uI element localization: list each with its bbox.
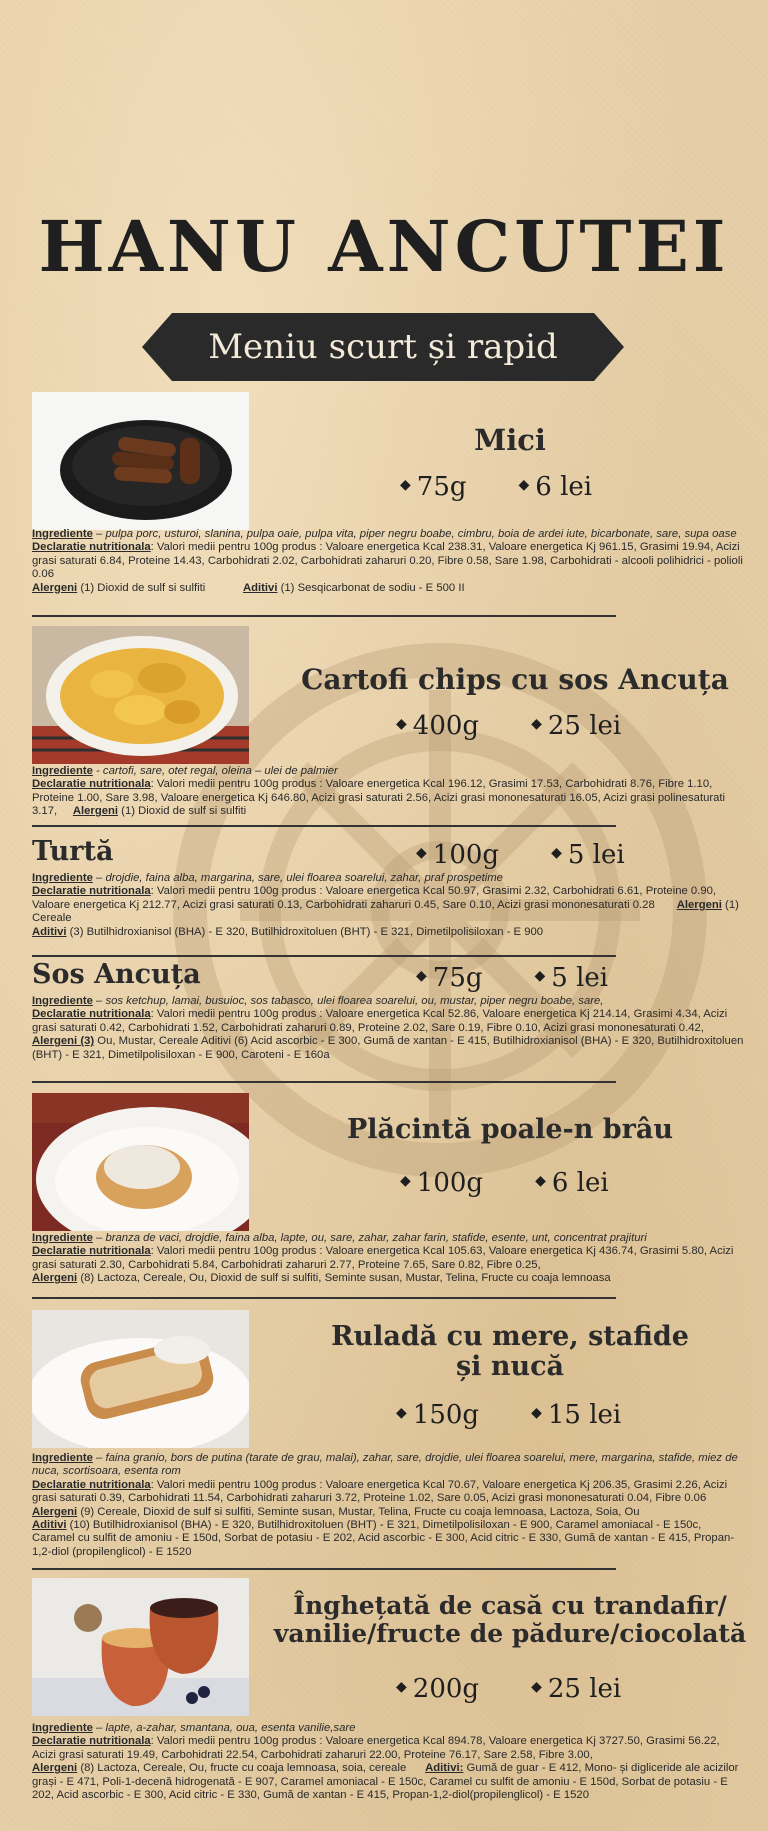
item-name-line-2: și nucă (455, 1350, 565, 1382)
additives-label: Aditivi (32, 1519, 67, 1532)
item-details-mici (32, 528, 744, 595)
diamond-icon: ◆ (416, 968, 427, 984)
divider (32, 1081, 616, 1083)
ingredients-text: - cartofi, sare, otet regal, oleina – ulei de palmier (92, 765, 338, 777)
divider (32, 615, 616, 617)
ingredients-text: – branza de vaci, drojdie, faina alba, lapte, ou, sare, zahar, zahar farin, stafide, esente, unt, concentrat prajituri (92, 1232, 647, 1244)
item-weight: 75g (432, 963, 483, 993)
ingredients-label: Ingrediente (32, 872, 93, 884)
item-price: 5 lei (567, 840, 625, 870)
allergens-text: (1) Cereale (32, 898, 739, 925)
diamond-icon: ◆ (531, 1679, 542, 1695)
diamond-icon: ◆ (531, 716, 542, 732)
item-meta-mici (400, 472, 592, 502)
allergens-text: (8) Lactoza, Cereale, Ou, Dioxid de sulf si sulfiti, Seminte susan, Mustar, Telina, Fructe cu coaja lemnoasa (77, 1272, 611, 1285)
item-meta-chips (396, 711, 621, 741)
nutrition-label: Declaratie nutritionala (32, 1735, 151, 1748)
allergens-text: Ou, Mustar, Cereale Aditivi (6) Acid ascorbic - E 300, Gumă de xantan - E 415, Butilhidroxianisol (BHA) - E 320, Butilhidroxitoluen (BHT) - E 321, Dimetilpolisiloxan - E 900, Caroteni - E 160a (32, 1035, 744, 1061)
item-name-inghetata (270, 1592, 750, 1647)
ingredients-label: Ingrediente (32, 1232, 93, 1244)
nutrition-text: : Valori medii pentru 100g produs : Valoare energetica Kcal 238.31, Valoare energetica Kj 961.15, Grasimi 19.94, Acizi grasi saturati 6.84, Proteine 14.43, Carbohidrati 2.02, Carbohidrati zaharuri 0.20, Fibre 0.58, Sare 1.98, Carbohidrati - alcooli polihidrici - polioli 0.06 (32, 541, 743, 581)
ingredients-text: – drojdie, faina alba, margarina, sare, ulei floarea soarelui, zahar, praf prospetime (92, 872, 503, 884)
item-price: 25 lei (547, 711, 622, 741)
item-meta-turta (416, 840, 625, 870)
ingredients-text: – lapte, a-zahar, smantana, oua, esenta vanilie,sare (92, 1722, 356, 1734)
divider (32, 955, 616, 957)
nutrition-text: : Valori medii pentru 100g produs : Valoare energetica Kcal 105.63, Valoare energetica Kj 436.74, Grasimi 5.80, Acizi grasi saturati 2.30, Carbohidrati 5.84, Carbohidrati zaharuri 2.77, Proteine 7.65, Sare 0.82, Fibre 0.25, (32, 1245, 734, 1271)
item-meta-sos (416, 963, 608, 993)
item-price: 6 lei (535, 472, 593, 502)
nutrition-label: Declaratie nutritionala (32, 778, 151, 791)
allergens-text: (9) Cereale, Dioxid de sulf si sulfiti, Seminte susan, Mustar, Telina, Fructe cu coaja lemnoasa, Lactoza, Soia, Ou (77, 1505, 640, 1518)
restaurant-title: HANU ANCUTEI (38, 205, 730, 288)
item-details-rulada (32, 1452, 744, 1559)
diamond-icon: ◆ (535, 1173, 546, 1189)
mici-photo (32, 392, 249, 530)
ingredients-label: Ingrediente (32, 995, 93, 1007)
item-name-chips: Cartofi chips cu sos Ancuța (301, 663, 729, 696)
additives-label: Aditivi (242, 581, 278, 594)
diamond-icon: ◆ (551, 845, 562, 861)
additives-text: (1) Sesqicarbonat de sodiu - E 500 II (277, 581, 465, 594)
allergens-text: (8) Lactoza, Cereale, Ou, fructe cu coaja lemnoasa, soia, cereale (77, 1762, 407, 1775)
item-weight: 100g (432, 840, 500, 870)
diamond-icon: ◆ (400, 477, 411, 493)
nutrition-text: : Valori medii pentru 100g produs : Valoare energetica Kcal 50.97, Grasimi 2.32, Carbohidrati 6.61, Proteine 0.90, Valoare energetica Kj 212.77, Acizi grasi saturati 0.13, Carbohidrati zaharuri 0.45, Sare 0.10, Acizi grasi mononesaturati 0.28 (32, 885, 717, 911)
divider (32, 1568, 616, 1570)
nutrition-label: Declaratie nutritionala (32, 1478, 151, 1491)
item-name-placinta: Plăcintă poale-n brâu (346, 1114, 674, 1145)
nutrition-label: Declaratie nutritionala (32, 541, 151, 554)
item-name-rulada (300, 1322, 720, 1381)
allergens-text: (1) Dioxid de sulf si sulfiti (118, 805, 247, 818)
item-price: 5 lei (551, 963, 609, 993)
diamond-icon: ◆ (534, 968, 546, 984)
diamond-icon: ◆ (396, 716, 407, 732)
ingredients-label: Ingrediente (32, 1452, 93, 1464)
item-details-chips (32, 765, 744, 819)
nutrition-label: Declaratie nutritionala (32, 1008, 151, 1021)
item-price: 15 lei (547, 1400, 622, 1430)
diamond-icon: ◆ (400, 1173, 411, 1189)
ingredients-text: – sos ketchup, lamai, busuioc, sos tabasco, ulei floarea soarelui, ou, mustar, piper negru boabe, sare, (92, 995, 604, 1007)
item-weight: 150g (412, 1400, 480, 1430)
item-meta-inghetata (396, 1674, 621, 1704)
item-weight: 400g (412, 711, 480, 741)
allergens-label: Alergeni (32, 1505, 78, 1518)
nutrition-text: : Valori medii pentru 100g produs : Valoare energetica Kcal 196.12, Grasimi 17.53, Carbohidrati 8.76, Fibre 1.10, Proteine 1.00, Sare 3.98, Valoare energetica Kj 646.80, Acizi grasi saturati 2.56, Acizi grasi mononesaturati 16.05, Acizi grasi polinesaturati 3.17, (32, 778, 726, 818)
item-name-line-1: Înghețată de casă cu trandafir/ (293, 1591, 727, 1620)
ingredients-label: Ingrediente (32, 1722, 93, 1734)
item-details-turta (32, 872, 744, 939)
item-meta-rulada (396, 1400, 621, 1430)
item-weight: 200g (412, 1674, 480, 1704)
item-details-inghetata (32, 1722, 744, 1802)
item-name-line-2: vanilie/fructe de pădure/ciocolată (273, 1618, 747, 1648)
item-details-placinta (32, 1232, 744, 1286)
item-name-sos: Sos Ancuța (32, 959, 201, 990)
placinta-photo (32, 1093, 249, 1231)
diamond-icon: ◆ (396, 1405, 407, 1421)
nutrition-text: : Valori medii pentru 100g produs : Valoare energetica Kcal 52.86, Valoare energetica Kj 214.14, Grasimi 4.34, Acizi grasi saturati 0.42, Carbohidrati 1.52, Carbohidrati zaharuri 0.89, Proteine 2.02, Sare 0.19, Fibre 0.10, Acizi grasi mononesaturati 0.42, (32, 1008, 728, 1034)
ingredients-text: – pulpa porc, usturoi, slanina, pulpa oaie, pulpa vita, piper negru boabe, cimbru, boia de ardei iute, bicarbonate, sare, supa oase (92, 528, 737, 540)
diamond-icon: ◆ (396, 1679, 407, 1695)
item-name-mici: Mici (474, 423, 546, 457)
additives-text: (3) Butilhidroxianisol (BHA) - E 320, Butilhidroxitoluen (BHT) - E 321, Dimetilpolisiloxan - E 900 (66, 925, 544, 938)
rulada-photo (32, 1310, 249, 1448)
chips-photo (32, 626, 249, 764)
allergens-label: Alergeni (676, 898, 722, 911)
nutrition-label: Declaratie nutritionala (32, 1245, 151, 1258)
allergens-label: Alergeni (72, 805, 119, 818)
allergens-label: Alergeni (32, 1762, 78, 1775)
nutrition-text: : Valori medii pentru 100g produs : Valoare energetica Kcal 70.67, Valoare energetica Kj 206.35, Grasimi 2.26, Acizi grasi saturati 0.39, Carbohidrati 11.54, Carbohidrati zaharuri 3.72, Proteine 1.02, Sare 0.05, Acizi grasi mononesaturati 0.04, Fibre 0.06 (32, 1478, 728, 1505)
ingredients-text: – faina granio, bors de putina (tarate de grau, malai), zahar, sare, drojdie, ulei floarea soarelui, mere, margarina, stafide, miez de nuca, scortisoara, esenta rom (32, 1452, 738, 1478)
additives-label: Aditivi (32, 925, 67, 938)
nutrition-text: : Valori medii pentru 100g produs : Valoare energetica Kcal 894.78, Valoare energetica Kj 3727.50, Grasimi 56.22, Acizi grasi saturati 19.49, Carbohidrati 22.54, Carbohidrati zaharuri 22.00, Proteine 76.17, Sare 2.58, Fibre 3.00, (32, 1735, 720, 1761)
additives-text: Gumă de guar - E 412, Mono- și digliceride ale acizilor grași - E 471, Poli-1-decenă hidrogenată - E 907, Caramel amoniacal - E 150c, Caramel cu sulfit de amoniu - E 150d, Sorbat de potasiu - E 202, Acid ascorbic - E 300, Acid citric - E 330, Gumă de xantan - E 415, Propan-1,2-diol(propilenglicol) - E 1520 (32, 1762, 739, 1802)
inghetata-photo (32, 1578, 249, 1716)
diamond-icon: ◆ (518, 477, 530, 493)
item-price: 25 lei (547, 1674, 622, 1704)
item-details-sos (32, 995, 744, 1062)
ingredients-label: Ingrediente (32, 765, 93, 777)
item-price: 6 lei (551, 1168, 609, 1198)
item-meta-placinta (400, 1168, 609, 1198)
divider (32, 1297, 616, 1299)
nutrition-label: Declaratie nutritionala (32, 885, 151, 898)
allergens-label: Alergeni (32, 1272, 78, 1285)
item-name-line-1: Ruladă cu mere, stafide (331, 1321, 689, 1352)
menu-subtitle: Meniu scurt și rapid (208, 327, 558, 367)
diamond-icon: ◆ (531, 1405, 542, 1421)
item-weight: 100g (416, 1168, 484, 1198)
diamond-icon: ◆ (416, 845, 427, 861)
item-weight: 75g (416, 472, 467, 502)
allergens-text: (1) Dioxid de sulf si sulfiti (77, 581, 206, 594)
item-name-turta: Turtă (32, 836, 114, 867)
additives-label: Aditivi: (425, 1762, 464, 1775)
allergens-label: Alergeni (32, 581, 78, 594)
allergens-label: Alergeni (3) (32, 1035, 95, 1048)
additives-text: (10) Butilhidroxianisol (BHA) - E 320, Butilhidroxitoluen (BHT) - E 321, Dimetilpolisiloxan - E 900, Caramel amoniacal - E 150c, Caramel cu sulfit de amoniu - E 150d, Sorbat de potasiu - E 202, Acid ascorbic - E 300, Acid citric - E 330, Gumă de xantan - E 415, Propan-1,2-diol (propilenglicol) - E 1520 (32, 1519, 735, 1558)
divider (32, 825, 616, 827)
ingredients-label: Ingrediente (32, 528, 93, 540)
